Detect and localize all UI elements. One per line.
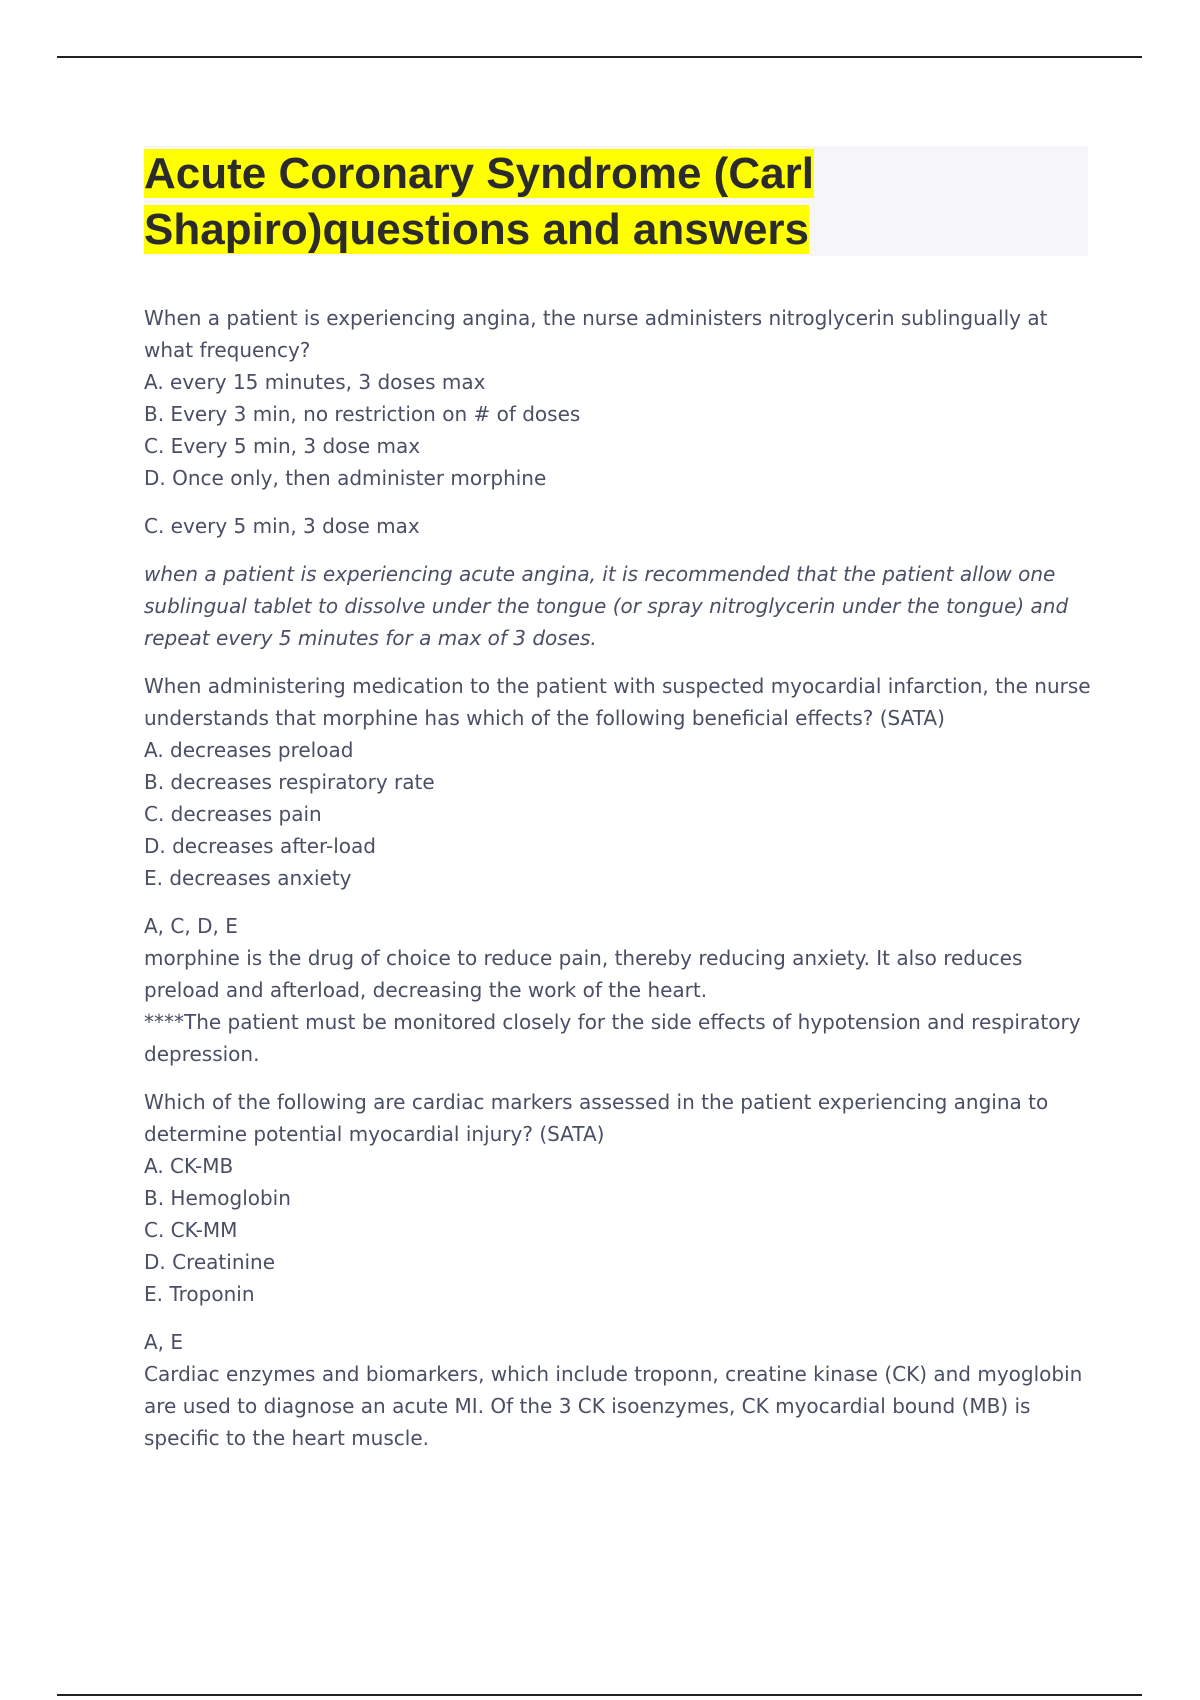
bottom-rule: [57, 1694, 1142, 1696]
answer-2: [144, 910, 1094, 1070]
question-1-options: [144, 366, 1094, 494]
top-rule: [57, 56, 1142, 58]
question-3: [144, 1086, 1094, 1310]
question-1-text: When a patient is experiencing angina, the nurse administers nitroglycerin sublingually at what frequency?: [144, 306, 1048, 362]
page-title-highlight: Acute Coronary Syndrome (Carl Shapiro)questions and answers: [144, 149, 814, 254]
question-3-options: [144, 1150, 1094, 1310]
answer-3: [144, 1326, 1094, 1454]
question-2-option-b: B. decreases respiratory rate: [144, 770, 435, 794]
question-3-option-b: B. Hemoglobin: [144, 1186, 291, 1210]
page-title: [144, 146, 904, 258]
question-2-options: [144, 734, 1094, 894]
question-3-option-c: C. CK-MM: [144, 1218, 238, 1242]
answer-3-text: A, E: [144, 1330, 184, 1354]
note-2-text: ****The patient must be monitored closely for the side effects of hypotension and respiratory depression.: [144, 1010, 1081, 1066]
question-1-option-c: C. Every 5 min, 3 dose max: [144, 434, 421, 458]
question-2: [144, 670, 1094, 894]
question-2-option-e: E. decreases anxiety: [144, 866, 352, 890]
question-3-option-e: E. Troponin: [144, 1282, 255, 1306]
question-1-option-d: D. Once only, then administer morphine: [144, 466, 547, 490]
question-2-option-d: D. decreases after-load: [144, 834, 376, 858]
question-2-option-c: C. decreases pain: [144, 802, 322, 826]
question-1-option-b: B. Every 3 min, no restriction on # of doses: [144, 402, 581, 426]
question-1-option-a: A. every 15 minutes, 3 doses max: [144, 370, 486, 394]
question-2-option-a: A. decreases preload: [144, 738, 354, 762]
question-3-option-a: A. CK-MB: [144, 1154, 234, 1178]
answer-1: [144, 510, 1094, 542]
title-block: [144, 146, 1088, 256]
document-body: [144, 302, 1094, 1470]
question-2-text: When administering medication to the patient with suspected myocardial infarction, the nurse understands that morphine has which of the following beneficial effects? (SATA): [144, 674, 1091, 730]
rationale-3-text: Cardiac enzymes and biomarkers, which include troponn, creatine kinase (CK) and myoglobin are used to diagnose an acute MI. Of the 3 CK isoenzymes, CK myocardial bound (MB) is specific to the heart muscle.: [144, 1362, 1083, 1450]
rationale-2-text: morphine is the drug of choice to reduce pain, thereby reducing anxiety. It also reduces preload and afterload, decreasing the work of the heart.: [144, 946, 1023, 1002]
question-3-text: Which of the following are cardiac markers assessed in the patient experiencing angina to determine potential myocardial injury? (SATA): [144, 1090, 1049, 1146]
rationale-1: [144, 558, 1094, 654]
answer-2-text: A, C, D, E: [144, 914, 238, 938]
question-1: [144, 302, 1094, 494]
answer-1-text: C. every 5 min, 3 dose max: [144, 514, 420, 538]
question-3-option-d: D. Creatinine: [144, 1250, 276, 1274]
rationale-1-text: when a patient is experiencing acute angina, it is recommended that the patient allow one sublingual tablet to dissolve under the tongue (or spray nitroglycerin under the tongue) and repeat every 5 minutes for a max of 3 doses.: [144, 562, 1069, 650]
